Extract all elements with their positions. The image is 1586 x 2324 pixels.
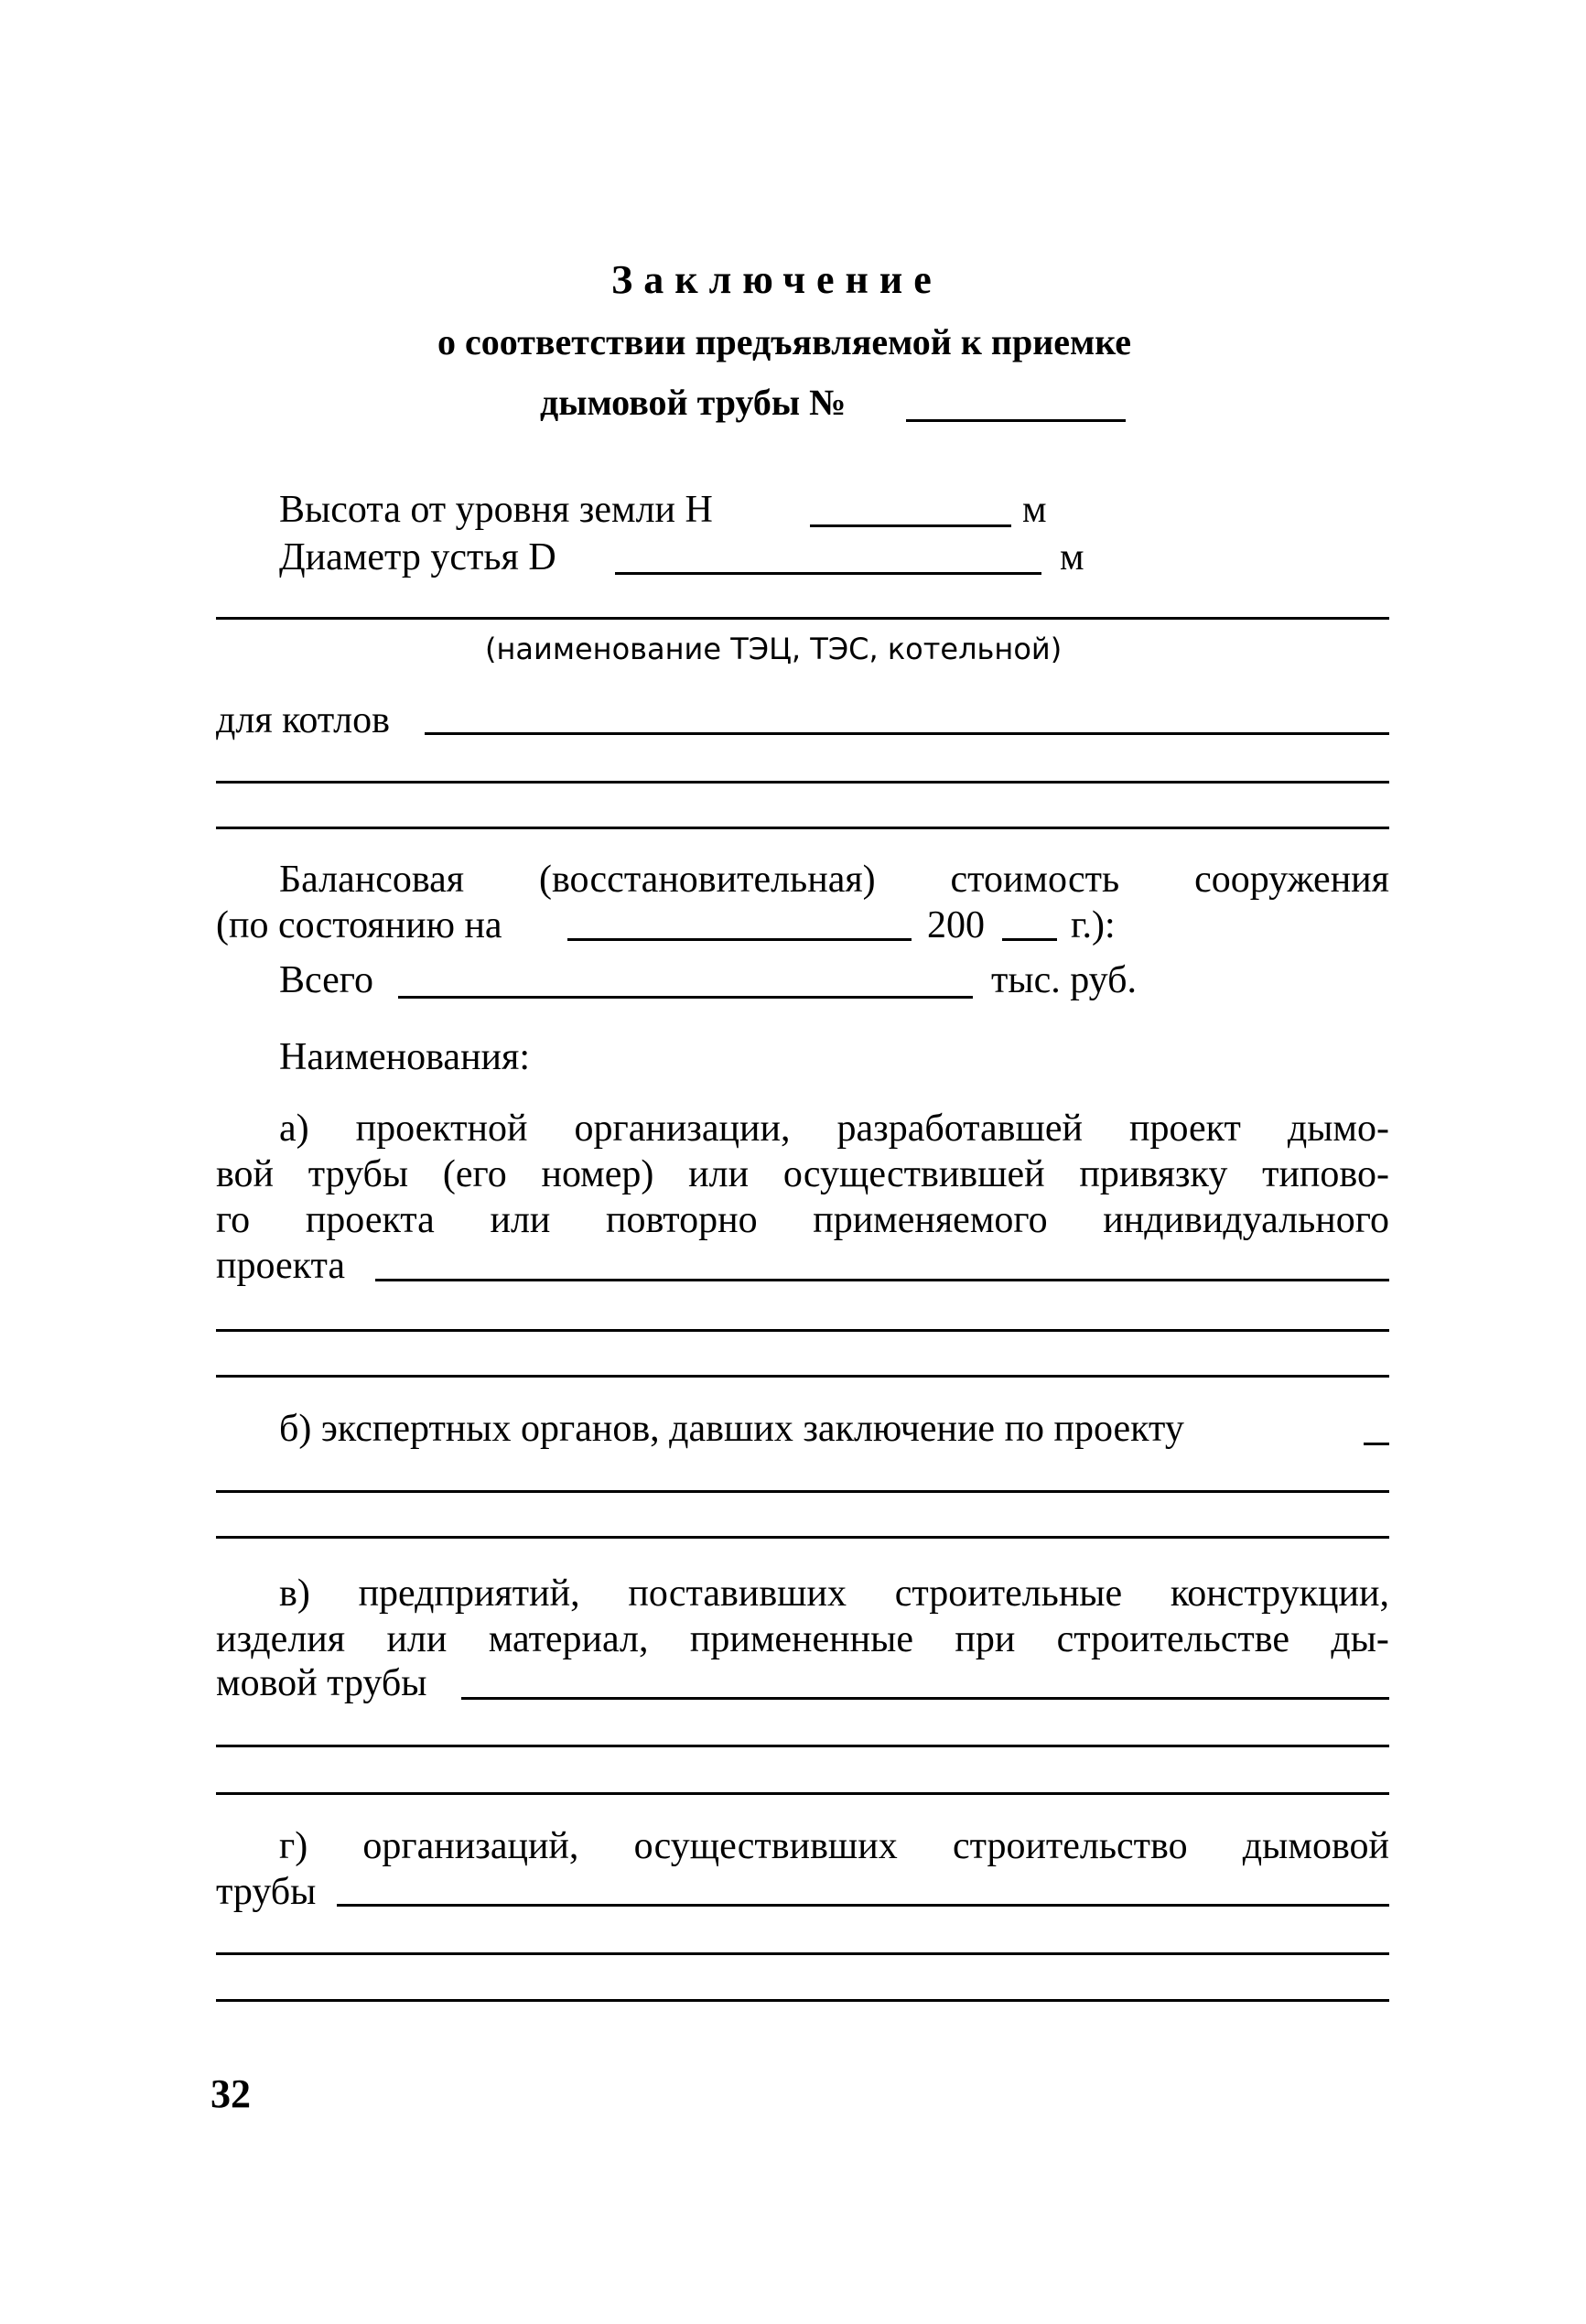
document-subtitle-line2: дымовой трубы № [540,382,847,423]
word: в) [279,1573,310,1615]
word: вой [216,1153,275,1195]
word: г) [279,1825,308,1867]
section-d-line2: трубы [216,1871,317,1913]
cost-year-field[interactable] [1002,938,1057,941]
word: стоимость [950,859,1120,901]
page-number: 32 [210,2071,251,2116]
word: ды- [1331,1618,1389,1660]
boilers-field-2[interactable] [216,781,1389,784]
boilers-field-3[interactable] [216,827,1389,829]
diameter-unit: м [1060,536,1084,578]
diameter-field[interactable] [615,572,1041,575]
section-b-field-2[interactable] [216,1490,1389,1493]
word: а) [279,1108,309,1150]
section-c-field-3[interactable] [216,1792,1389,1795]
section-d-field-3[interactable] [216,1999,1389,2002]
section-c-field-2[interactable] [216,1745,1389,1747]
word: осуществившей [782,1153,1045,1195]
word: применяемого [813,1199,1048,1241]
section-d-field-2[interactable] [216,1952,1389,1955]
section-d-line1 [279,1827,1389,1865]
cost-date-field[interactable] [567,938,912,941]
word: повторно [606,1199,758,1241]
diameter-label: Диаметр устья D [279,536,556,578]
section-a-field-1[interactable] [375,1279,1389,1281]
word: строительство [952,1825,1188,1867]
word: проекта [305,1199,435,1241]
word: примененные [689,1618,913,1660]
cost-total-field[interactable] [398,996,973,999]
cost-total-unit: тыс. руб. [991,959,1137,1001]
word: номер) [541,1153,654,1195]
word: трубы [307,1153,409,1195]
cost-date-prefix: (по состоянию на [216,904,502,946]
document-title: Заключение [611,257,943,302]
word: при [955,1618,1016,1660]
word: дымовой [1242,1825,1389,1867]
word: индивидуального [1103,1199,1389,1241]
word: или [688,1153,750,1195]
section-c-line2 [216,1620,1389,1659]
word: проектной [355,1108,528,1150]
section-a-line1 [279,1109,1389,1148]
boilers-label: для котлов [216,699,390,741]
word: материал, [488,1618,649,1660]
word: конструкции, [1170,1573,1389,1615]
section-c-line3: мовой трубы [216,1662,427,1704]
word: дымо- [1287,1108,1389,1150]
cost-total-label: Всего [279,959,373,1001]
height-unit: м [1022,489,1047,531]
section-a-field-3[interactable] [216,1375,1389,1378]
word: (его [442,1153,507,1195]
word: сооружения [1194,859,1389,901]
names-heading: Наименования: [279,1036,531,1078]
word: строительные [894,1573,1123,1615]
word: предприятий, [358,1573,580,1615]
chimney-number-field[interactable] [906,419,1126,422]
section-c-field-1[interactable] [461,1697,1389,1700]
document-subtitle-line1: о соответствии предъявляемой к приемке [437,321,1132,362]
section-b-field-1[interactable] [1364,1443,1389,1445]
section-a-field-2[interactable] [216,1329,1389,1332]
word: поставивших [628,1573,847,1615]
height-label: Высота от уровня земли H [279,489,713,531]
word: привязку [1079,1153,1228,1195]
word: или [386,1618,448,1660]
word: го [216,1199,251,1241]
section-a-line4: проекта [216,1245,345,1287]
section-a-line2 [216,1155,1389,1194]
word: Балансовая [279,859,465,901]
word: строительстве [1056,1618,1289,1660]
word: проект [1128,1108,1241,1150]
section-a-line3 [216,1201,1389,1239]
word: организаций, [362,1825,579,1867]
cost-year-suffix: г.): [1071,904,1116,946]
cost-year: 200 [927,904,985,946]
section-b-line1: б) экспертных органов, давших заключение по проекту [279,1408,1184,1450]
cost-line1 [279,860,1389,899]
word: или [490,1199,551,1241]
word: типово- [1262,1153,1389,1195]
section-c-line1 [279,1574,1389,1613]
word: (восстановительная) [538,859,876,901]
plant-name-field[interactable] [216,617,1389,620]
word: осуществивших [633,1825,898,1867]
plant-name-caption: (наименование ТЭЦ, ТЭС, котельной) [485,632,1063,666]
word: организации, [574,1108,791,1150]
word: разработавшей [836,1108,1083,1150]
word: изделия [216,1618,346,1660]
section-d-field-1[interactable] [337,1904,1389,1907]
height-field[interactable] [810,524,1011,527]
section-b-field-3[interactable] [216,1536,1389,1539]
boilers-field-1[interactable] [425,732,1389,735]
